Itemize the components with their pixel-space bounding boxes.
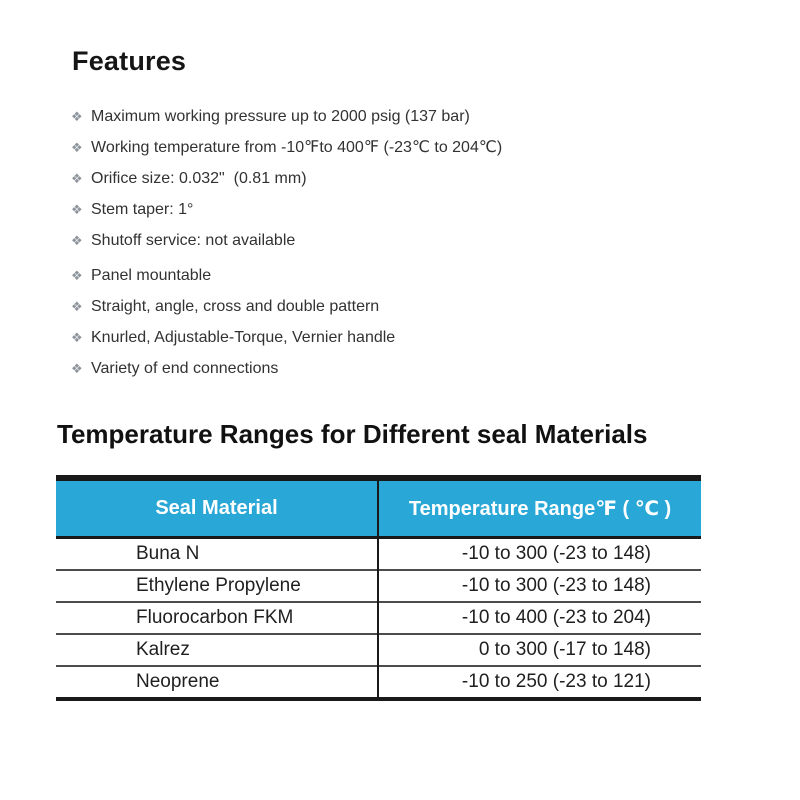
features-list bbox=[71, 108, 502, 391]
table-section-heading: Temperature Ranges for Different seal Materials bbox=[57, 419, 648, 449]
diamond-bullet-icon: ❖ bbox=[71, 140, 83, 155]
diamond-bullet-icon: ❖ bbox=[71, 171, 83, 186]
feature-item bbox=[71, 139, 502, 157]
feature-item bbox=[71, 298, 502, 316]
diamond-bullet-icon: ❖ bbox=[71, 268, 83, 283]
seal-material-cell: Ethylene Propylene bbox=[56, 570, 378, 602]
feature-item bbox=[71, 201, 502, 219]
diamond-bullet-icon: ❖ bbox=[71, 299, 83, 314]
feature-text: Working temperature from -10℉to 400℉ (-23℃ to 204℃) bbox=[91, 139, 503, 156]
seal-material-cell: Kalrez bbox=[56, 634, 378, 666]
seal-materials-table bbox=[56, 475, 701, 701]
table-row bbox=[56, 634, 701, 666]
feature-text: Panel mountable bbox=[91, 267, 212, 284]
diamond-bullet-icon: ❖ bbox=[71, 330, 83, 345]
feature-item bbox=[71, 360, 502, 378]
feature-text: Maximum working pressure up to 2000 psig (137 bar) bbox=[91, 108, 470, 125]
feature-item bbox=[71, 108, 502, 126]
column-header-temperature-range: Temperature Range℉ ( ℃ ) bbox=[378, 478, 701, 538]
temperature-range-cell: 0 to 300 (-17 to 148) bbox=[378, 634, 701, 666]
seal-material-cell: Buna N bbox=[56, 538, 378, 571]
diamond-bullet-icon: ❖ bbox=[71, 202, 83, 217]
seal-material-cell: Fluorocarbon FKM bbox=[56, 602, 378, 634]
feature-text: Straight, angle, cross and double pattern bbox=[91, 298, 380, 315]
table-row bbox=[56, 602, 701, 634]
feature-item bbox=[71, 329, 502, 347]
diamond-bullet-icon: ❖ bbox=[71, 109, 83, 124]
temperature-range-cell: -10 to 400 (-23 to 204) bbox=[378, 602, 701, 634]
table-row bbox=[56, 666, 701, 699]
table-row bbox=[56, 538, 701, 571]
features-heading: Features bbox=[72, 46, 187, 76]
diamond-bullet-icon: ❖ bbox=[71, 233, 83, 248]
feature-item bbox=[71, 170, 502, 188]
temperature-range-cell: -10 to 300 (-23 to 148) bbox=[378, 570, 701, 602]
column-header-seal-material: Seal Material bbox=[56, 478, 378, 538]
feature-text: Stem taper: 1° bbox=[91, 201, 194, 218]
feature-text: Variety of end connections bbox=[91, 360, 279, 377]
seal-material-cell: Neoprene bbox=[56, 666, 378, 699]
temperature-range-cell: -10 to 250 (-23 to 121) bbox=[378, 666, 701, 699]
feature-text: Shutoff service: not available bbox=[91, 232, 296, 249]
table-header-row bbox=[56, 478, 701, 538]
feature-text: Knurled, Adjustable-Torque, Vernier handle bbox=[91, 329, 396, 346]
table-row bbox=[56, 570, 701, 602]
diamond-bullet-icon: ❖ bbox=[71, 361, 83, 376]
temperature-range-cell: -10 to 300 (-23 to 148) bbox=[378, 538, 701, 571]
feature-text: Orifice size: 0.032" (0.81 mm) bbox=[91, 170, 307, 187]
feature-item bbox=[71, 267, 502, 285]
feature-item bbox=[71, 232, 502, 250]
